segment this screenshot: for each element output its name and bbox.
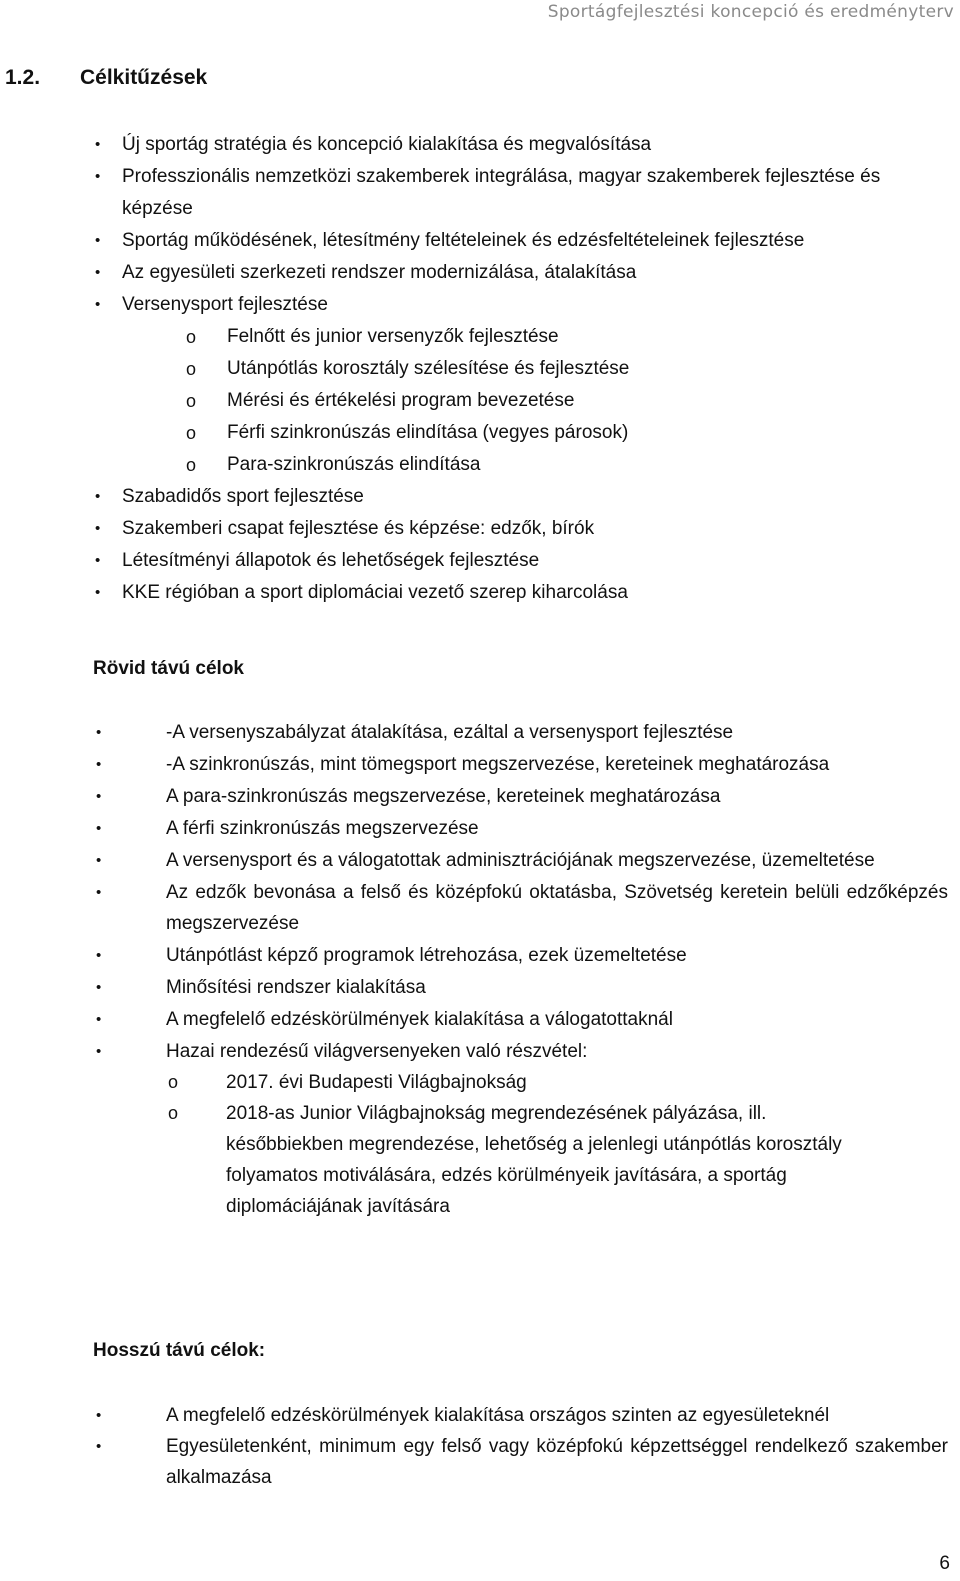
bullet-icon: • — [96, 979, 102, 996]
list-item-text: Szabadidős sport fejlesztése — [122, 486, 364, 507]
bullet-icon: • — [95, 264, 101, 281]
list-item — [95, 129, 942, 161]
list-item-text: Hazai rendezésű világversenyeken való részvétel: — [166, 1041, 588, 1062]
sub-list-item — [168, 1098, 948, 1222]
bullet-icon: • — [95, 584, 101, 601]
bullet-icon: • — [95, 168, 101, 185]
list-item-text: Szakemberi csapat fejlesztése és képzése: edzők, bírók — [122, 518, 595, 539]
objectives-list — [95, 129, 942, 609]
bullet-icon: • — [96, 724, 102, 741]
list-item — [95, 289, 942, 481]
list-item-text: A para-szinkronúszás megszervezése, kereteinek meghatározása — [166, 786, 721, 807]
list-item-text: Létesítményi állapotok és lehetőségek fejlesztése — [122, 550, 540, 571]
short-term-heading: Rövid távú célok — [93, 658, 244, 679]
bullet-icon: • — [96, 756, 102, 773]
sub-bullet-icon: o — [186, 327, 197, 347]
long-term-heading: Hosszú távú célok: — [93, 1340, 266, 1361]
list-item-text: A megfelelő edzéskörülmények kialakítása országos szinten az egyesületeknél — [166, 1405, 830, 1426]
sub-bullet-icon: o — [168, 1103, 179, 1123]
sub-list-item — [186, 321, 942, 353]
section-number: 1.2. — [5, 66, 41, 89]
list-item — [96, 845, 948, 876]
versenysport-sublist — [122, 321, 942, 481]
running-header: Sportágfejlesztési koncepció és eredményterv — [547, 2, 954, 22]
sub-list-item-text: Felnőtt és junior versenyzők fejlesztése — [227, 326, 559, 347]
sub-bullet-icon: o — [168, 1072, 179, 1092]
bullet-icon: • — [95, 232, 101, 249]
list-item — [96, 1036, 948, 1222]
list-item — [96, 940, 948, 971]
list-item-text: A férfi szinkronúszás megszervezése — [166, 818, 479, 839]
list-item — [95, 481, 942, 513]
bullet-icon: • — [95, 552, 101, 569]
list-item-text: KKE régióban a sport diplomáciai vezető szerep kiharcolása — [122, 582, 628, 603]
sub-bullet-icon: o — [186, 391, 197, 411]
bullet-icon: • — [96, 788, 102, 805]
list-item-text: A versenysport és a válogatottak adminisztrációjának megszervezése, üzemeltetése — [166, 850, 875, 871]
bullet-icon: • — [96, 947, 102, 964]
sub-list-item-text: 2017. évi Budapesti Világbajnokság — [226, 1072, 527, 1093]
world-events-sublist — [166, 1067, 948, 1222]
list-item — [96, 877, 948, 939]
sub-list-item-text: 2018-as Junior Világbajnokság megrendezésének pályázása, ill. későbbiekben megrendezése, lehetőség a jelenlegi utánpótlás korosztály folyamatos motiválására, edzés körülményeik javítására, a sportág diplomáciájának javítására — [226, 1103, 842, 1217]
list-item — [95, 577, 942, 609]
bullet-icon: • — [96, 820, 102, 837]
list-item-text: Új sportág stratégia és koncepció kialakítása és megvalósítása — [122, 134, 652, 155]
sub-list-item — [186, 353, 942, 385]
sub-list-item-text: Utánpótlás korosztály szélesítése és fejlesztése — [227, 358, 630, 379]
list-item-text: Az egyesületi szerkezeti rendszer modernizálása, átalakítása — [122, 262, 637, 283]
list-item — [96, 1004, 948, 1035]
list-item — [96, 972, 948, 1003]
sub-bullet-icon: o — [186, 359, 197, 379]
list-item — [96, 749, 948, 780]
list-item-text: Professzionális nemzetközi szakemberek integrálása, magyar szakemberek fejlesztése és képzése — [122, 166, 881, 219]
list-item — [96, 717, 948, 748]
bullet-icon: • — [95, 296, 101, 313]
list-item-text: Sportág működésének, létesítmény feltételeinek és edzésfeltételeinek fejlesztése — [122, 230, 805, 251]
sub-list-item-text: Mérési és értékelési program bevezetése — [227, 390, 575, 411]
sub-list-item — [168, 1067, 948, 1098]
list-item — [96, 1400, 948, 1431]
bullet-icon: • — [95, 136, 101, 153]
sub-bullet-icon: o — [186, 455, 197, 475]
list-item-text: -A versenyszabályzat átalakítása, ezáltal a versenysport fejlesztése — [166, 722, 734, 743]
list-item-text: Minősítési rendszer kialakítása — [166, 977, 426, 998]
bullet-icon: • — [96, 1011, 102, 1028]
section-heading — [5, 66, 207, 90]
list-item-text: Versenysport fejlesztése — [122, 294, 328, 315]
sub-list-item-text: Férfi szinkronúszás elindítása (vegyes párosok) — [227, 422, 629, 443]
list-item — [95, 225, 942, 257]
bullet-icon: • — [95, 488, 101, 505]
list-item — [95, 513, 942, 545]
list-item-text: Az edzők bevonása a felső és középfokú oktatásba, Szövetség keretein belüli edzőképzés megszervezése — [166, 882, 948, 934]
list-item — [96, 781, 948, 812]
list-item — [96, 1431, 948, 1493]
bullet-icon: • — [96, 1438, 102, 1455]
sub-list-item — [186, 417, 942, 449]
section-title: Célkitűzések — [80, 66, 208, 89]
bullet-icon: • — [96, 1407, 102, 1424]
list-item-text: Utánpótlást képző programok létrehozása, ezek üzemeltetése — [166, 945, 687, 966]
sub-list-item — [186, 385, 942, 417]
bullet-icon: • — [96, 852, 102, 869]
list-item — [95, 161, 942, 225]
bullet-icon: • — [96, 884, 102, 901]
list-item — [96, 813, 948, 844]
list-item — [95, 257, 942, 289]
list-item-text: A megfelelő edzéskörülmények kialakítása a válogatottaknál — [166, 1009, 673, 1030]
short-term-list — [96, 717, 948, 1223]
long-term-list — [96, 1400, 948, 1493]
list-item-text: -A szinkronúszás, mint tömegsport megszervezése, kereteinek meghatározása — [166, 754, 830, 775]
sub-bullet-icon: o — [186, 423, 197, 443]
sub-list-item — [186, 449, 942, 481]
list-item — [95, 545, 942, 577]
list-item-text: Egyesületenként, minimum egy felső vagy középfokú képzettséggel rendelkező szakember alkalmazása — [166, 1436, 948, 1488]
page-number: 6 — [939, 1553, 950, 1574]
bullet-icon: • — [95, 520, 101, 537]
sub-list-item-text: Para-szinkronúszás elindítása — [227, 454, 481, 475]
bullet-icon: • — [96, 1043, 102, 1060]
